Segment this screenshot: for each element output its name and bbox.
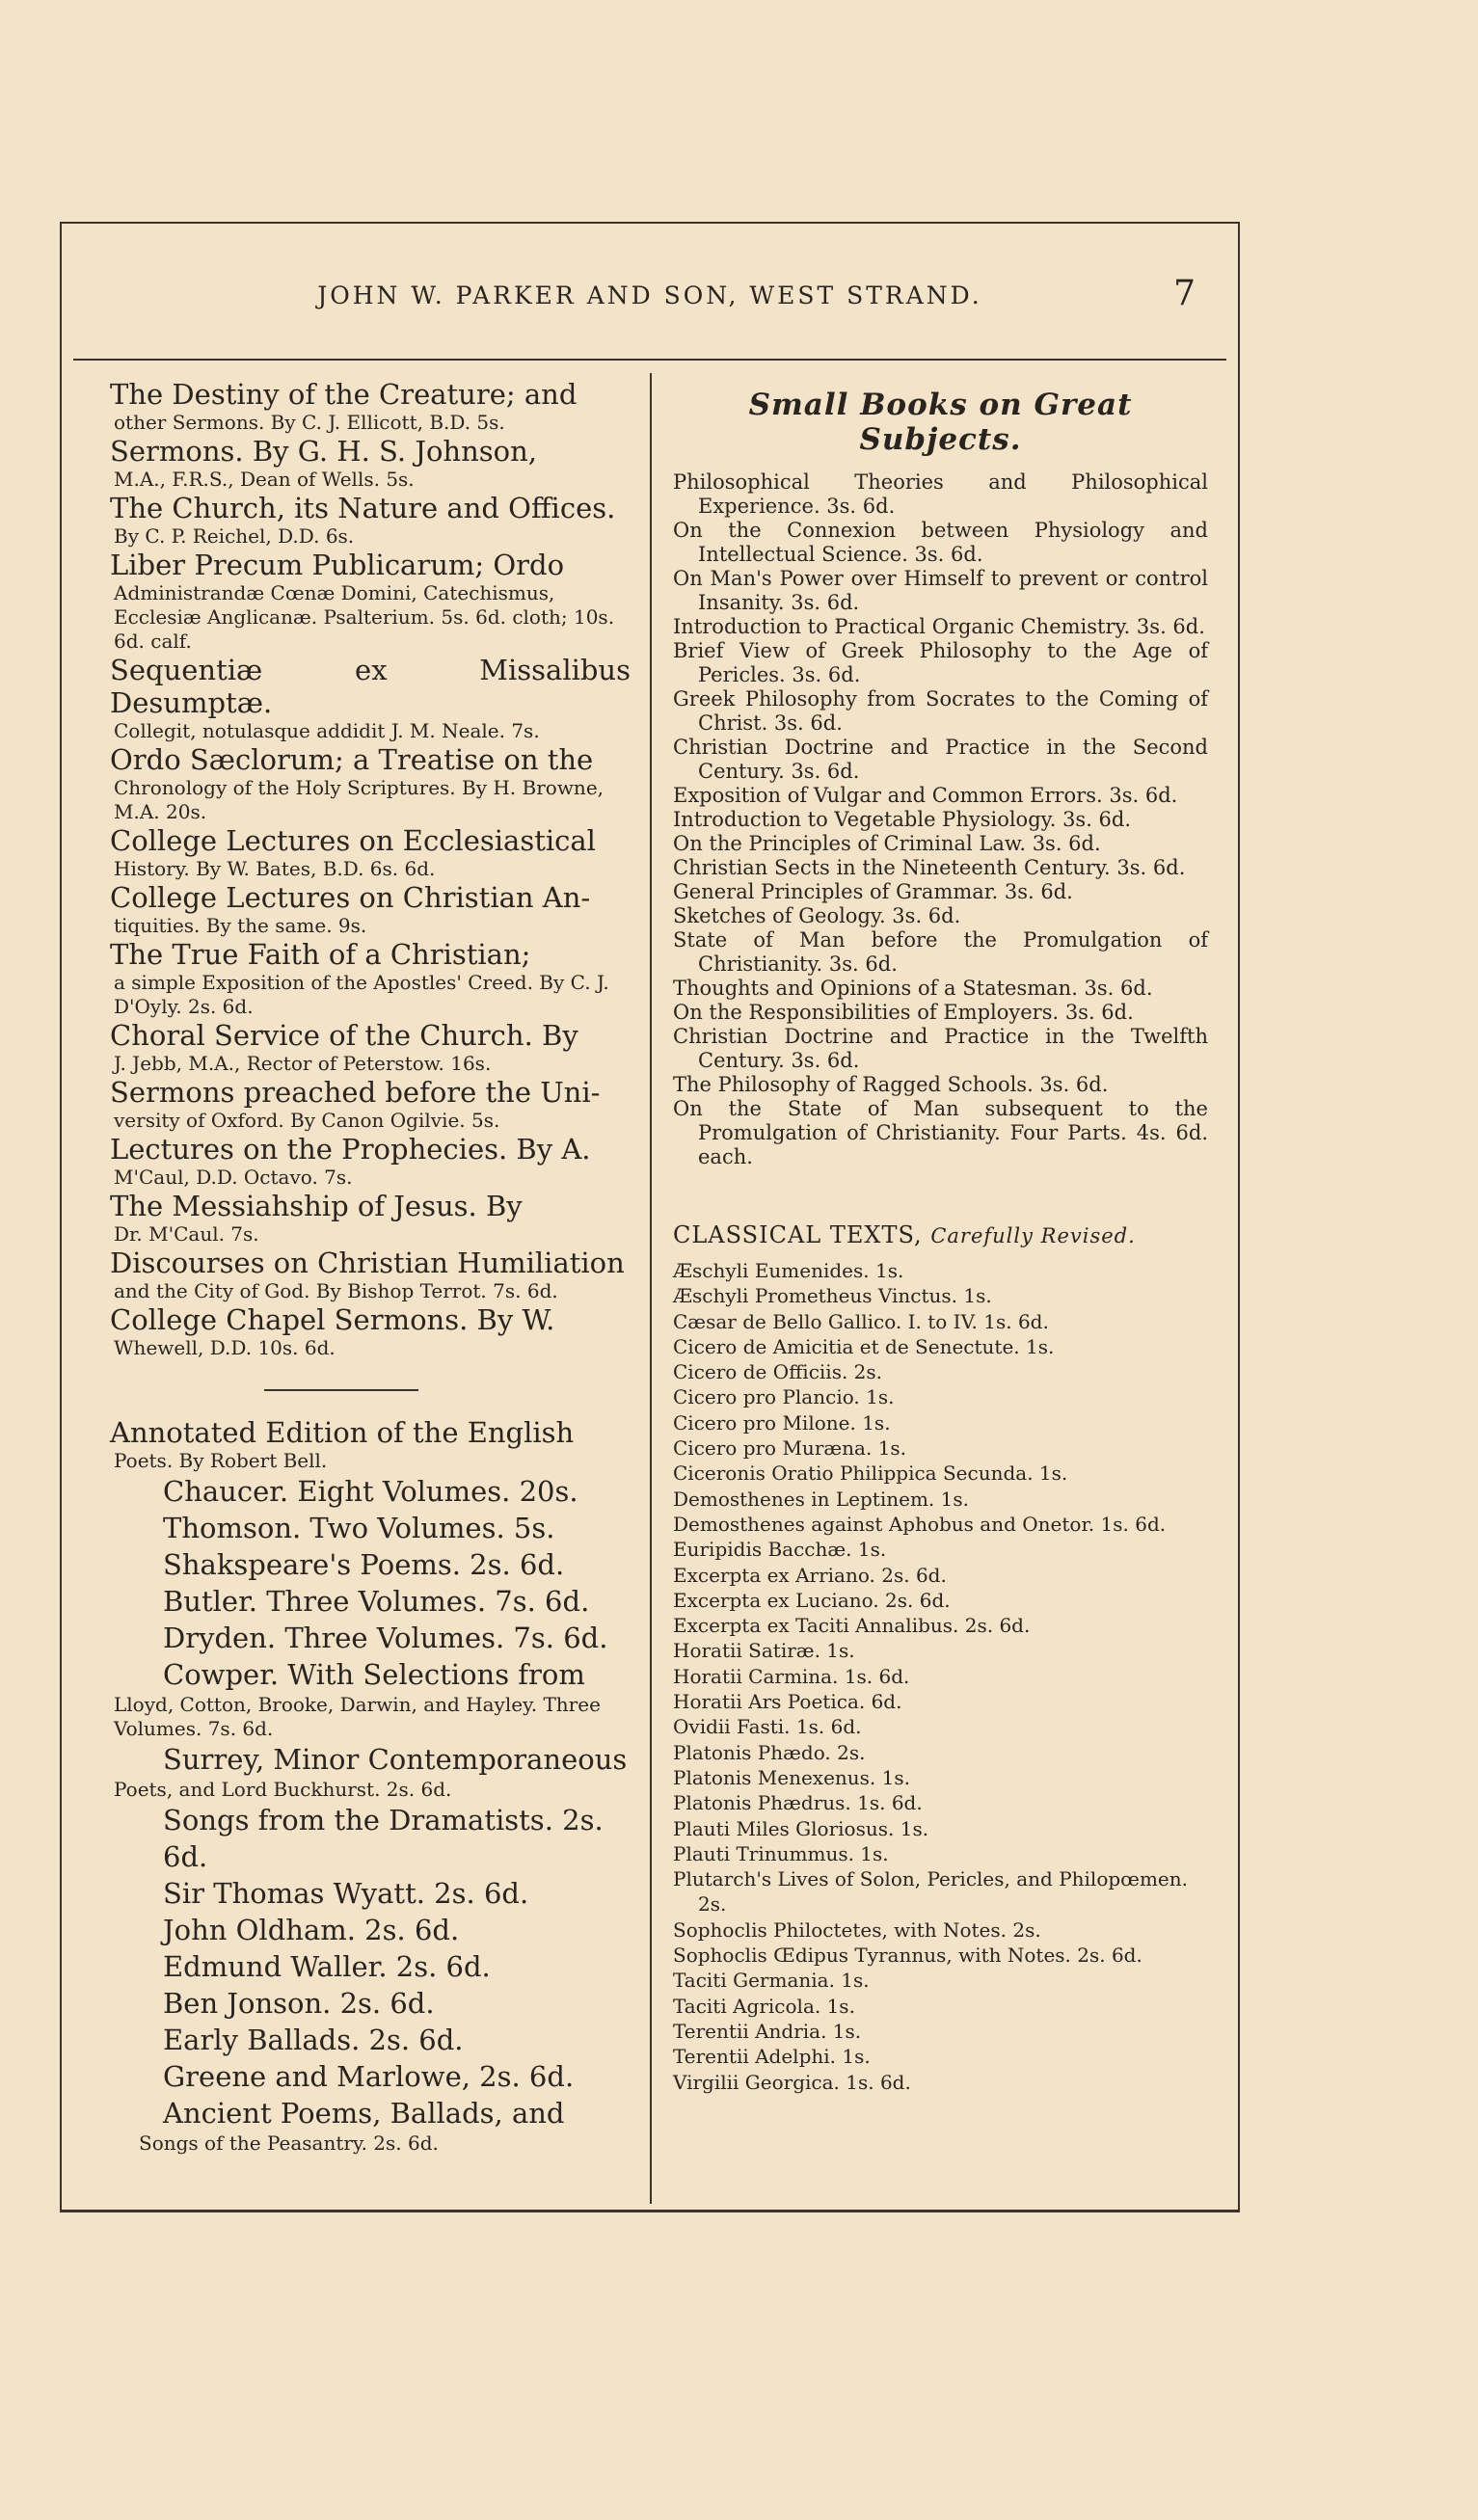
small-book-item: State of Man before the Promulgation of Christianity. 3s. 6d. — [673, 928, 1208, 976]
classical-text-item: Terentii Adelphi. 1s. — [673, 2045, 871, 2069]
volume-list — [110, 1473, 631, 1693]
entry-detail: Dr. M'Caul. 7s. — [114, 1222, 259, 1246]
poet-volume: Chaucer. Eight Volumes. 20s. — [163, 1475, 578, 1508]
catalogue-entry — [110, 1076, 631, 1133]
annotated-title: Annotated Edition of the English — [110, 1416, 575, 1449]
small-book-item: Christian Doctrine and Practice in the Twelfth Century. 3s. 6d. — [673, 1025, 1208, 1072]
entry-title: College Chapel Sermons. By W. — [110, 1303, 555, 1336]
small-book-item: General Principles of Grammar. 3s. 6d. — [673, 880, 1073, 903]
entry-title: Sermons preached before the Uni- — [110, 1076, 601, 1109]
small-book-item: Thoughts and Opinions of a Statesman. 3s. 6d. — [673, 977, 1153, 1000]
classical-text-item: Virgilii Georgica. 1s. 6d. — [673, 2070, 911, 2094]
poet-volume: Butler. Three Volumes. 7s. 6d. — [163, 1585, 590, 1618]
poet-volume: Songs from the Dramatists. 2s. 6d. — [163, 1804, 604, 1873]
ancient-detail: Songs of the Peasantry. 2s. 6d. — [139, 2131, 439, 2155]
section-rule — [264, 1389, 418, 1391]
catalogue-entry — [110, 435, 631, 492]
entry-title: College Lectures on Ecclesiastical — [110, 824, 596, 857]
catalogue-entry — [110, 1303, 631, 1360]
small-book-item: Greek Philosophy from Socrates to the Coming of Christ. 3s. 6d. — [673, 687, 1208, 735]
classical-text-item: Cicero pro Muræna. 1s. — [673, 1436, 907, 1461]
classical-text-item: Platonis Phædo. 2s. — [673, 1740, 866, 1764]
poet-volume: Early Ballads. 2s. 6d. — [163, 2024, 464, 2056]
small-book-item: Sketches of Geology. 3s. 6d. — [673, 904, 961, 927]
poet-volume: Thomson. Two Volumes. 5s. — [163, 1512, 555, 1544]
small-books-list — [673, 470, 1208, 1169]
classical-text-item: Cæsar de Bello Gallico. I. to IV. 1s. 6d. — [673, 1309, 1049, 1333]
poet-volume: Sir Thomas Wyatt. 2s. 6d. — [163, 1877, 529, 1910]
classical-text-item: Horatii Ars Poetica. 6d. — [673, 1690, 902, 1714]
classical-texts-list — [673, 1258, 1208, 2095]
entry-detail: Whewell, D.D. 10s. 6d. — [114, 1336, 336, 1359]
small-book-item: On the State of Man subsequent to the Promulgation of Christianity. Four Parts. 4s. 6d. each. — [673, 1097, 1208, 1168]
page-number: 7 — [1173, 274, 1196, 313]
small-book-item: The Philosophy of Ragged Schools. 3s. 6d. — [673, 1073, 1109, 1096]
right-column — [673, 378, 1208, 2095]
volume-list-2 — [110, 1802, 631, 2131]
classical-text-item: Excerpta ex Arriano. 2s. 6d. — [673, 1563, 947, 1587]
small-book-item: Exposition of Vulgar and Common Errors. 3s. 6d. — [673, 784, 1178, 807]
poet-volume: Ancient Poems, Ballads, and — [163, 2097, 565, 2130]
entry-detail: versity of Oxford. By Canon Ogilvie. 5s. — [114, 1109, 500, 1132]
entry-title: Sermons. By G. H. S. Johnson, — [110, 435, 538, 468]
entry-detail: and the City of God. By Bishop Terrot. 7s. 6d. — [114, 1279, 558, 1302]
column-divider — [650, 373, 652, 2204]
small-book-item: On Man's Power over Himself to prevent or control Insanity. 3s. 6d. — [673, 567, 1208, 614]
small-book-item: Introduction to Practical Organic Chemistry. 3s. 6d. — [673, 615, 1205, 638]
catalogue-entry — [110, 1247, 631, 1303]
entry-detail: a simple Exposition of the Apostles' Creed. By C. J. D'Oyly. 2s. 6d. — [114, 971, 609, 1018]
annotated-subtitle: Poets. By Robert Bell. — [114, 1449, 328, 1472]
entry-detail: M'Caul, D.D. Octavo. 7s. — [114, 1166, 353, 1189]
catalogue-entry — [110, 549, 631, 654]
classical-text-item: Æschyli Prometheus Vinctus. 1s. — [673, 1284, 992, 1308]
classical-subtitle: Carefully Revised. — [930, 1224, 1136, 1247]
entry-title: College Lectures on Christian An- — [110, 881, 591, 914]
entry-title: Ordo Sæclorum; a Treatise on the — [110, 743, 594, 776]
catalogue-entry — [110, 824, 631, 881]
catalogue-entry — [110, 1133, 631, 1190]
entry-title: Sequentiæ ex Missalibus Desumptæ. — [110, 654, 631, 719]
page-frame — [60, 222, 1240, 2212]
classical-text-item: Cicero pro Plancio. 1s. — [673, 1385, 895, 1409]
catalogue-entry — [110, 492, 631, 549]
classical-text-item: Taciti Germania. 1s. — [673, 1969, 870, 1993]
classical-title: CLASSICAL TEXTS, — [673, 1221, 923, 1248]
entry-title: The True Faith of a Christian; — [110, 938, 531, 971]
catalogue-entry — [110, 1190, 631, 1247]
classical-text-item: Taciti Agricola. 1s. — [673, 1994, 855, 2018]
entry-detail: J. Jebb, M.A., Rector of Peterstow. 16s. — [114, 1052, 492, 1075]
entry-detail: M.A., F.R.S., Dean of Wells. 5s. — [114, 468, 415, 491]
small-book-item: On the Responsibilities of Employers. 3s. 6d. — [673, 1001, 1134, 1024]
entry-detail: Collegit, notulasque addidit J. M. Neale. 7s. — [114, 719, 540, 742]
running-head — [62, 274, 1238, 320]
classical-text-item: Plauti Miles Gloriosus. 1s. — [673, 1816, 929, 1840]
classical-text-item: Plauti Trinummus. 1s. — [673, 1841, 889, 1865]
small-books-heading: Small Books on Great Subjects. — [748, 388, 1133, 457]
small-book-item: Brief View of Greek Philosophy to the Age of Pericles. 3s. 6d. — [673, 639, 1208, 686]
classical-text-item: Plutarch's Lives of Solon, Pericles, and Philopœmen. 2s. — [673, 1867, 1188, 1917]
small-book-item: Philosophical Theories and Philosophical Experience. 3s. 6d. — [673, 470, 1208, 518]
catalogue-entry — [110, 378, 631, 435]
surrey-title: Surrey, Minor Contemporaneous — [163, 1743, 628, 1776]
entry-title: The Destiny of the Creature; and — [110, 378, 578, 411]
catalogue-entry — [110, 1019, 631, 1076]
entry-title: Lectures on the Prophecies. By A. — [110, 1133, 591, 1166]
classical-text-item: Ovidii Fasti. 1s. 6d. — [673, 1715, 862, 1739]
entry-detail: Chronology of the Holy Scriptures. By H. Browne, M.A. 20s. — [114, 776, 605, 823]
small-book-item: Introduction to Vegetable Physiology. 3s. 6d. — [673, 808, 1132, 831]
classical-text-item: Ciceronis Oratio Philippica Secunda. 1s. — [673, 1461, 1068, 1486]
small-book-item: On the Connexion between Physiology and Intellectual Science. 3s. 6d. — [673, 519, 1208, 566]
left-column — [110, 378, 631, 2156]
small-book-item: Christian Sects in the Nineteenth Century. 3s. 6d. — [673, 856, 1186, 879]
classical-text-item: Demosthenes against Aphobus and Onetor. 1s. 6d. — [673, 1512, 1167, 1536]
classical-text-item: Æschyli Eumenides. 1s. — [673, 1259, 904, 1282]
catalogue-entry — [110, 938, 631, 1019]
classical-heading — [673, 1221, 1208, 1248]
entry-detail: tiquities. By the same. 9s. — [114, 914, 367, 937]
classical-text-item: Cicero de Officiis. 2s. — [673, 1360, 883, 1384]
running-title: JOHN W. PARKER AND SON, WEST STRAND. — [317, 281, 982, 309]
entry-title: The Messiahship of Jesus. By — [110, 1190, 523, 1222]
poet-volume: Cowper. With Selections from — [163, 1658, 585, 1691]
poet-volume: Ben Jonson. 2s. 6d. — [163, 1987, 435, 2020]
entry-title: Choral Service of the Church. By — [110, 1019, 578, 1052]
catalogue-entry — [110, 881, 631, 938]
poet-volume: Shakspeare's Poems. 2s. 6d. — [163, 1548, 565, 1581]
entry-title: Discourses on Christian Humiliation — [110, 1247, 625, 1279]
entry-title: Liber Precum Publicarum; Ordo — [110, 549, 565, 581]
annotated-poets — [110, 1416, 631, 2156]
classical-text-item: Platonis Menexenus. 1s. — [673, 1765, 910, 1789]
classical-text-item: Horatii Carmina. 1s. 6d. — [673, 1664, 910, 1688]
classical-text-item: Sophoclis Œdipus Tyrannus, with Notes. 2s. 6d. — [673, 1944, 1142, 1968]
header-rule — [73, 359, 1226, 361]
entry-detail: History. By W. Bates, B.D. 6s. 6d. — [114, 857, 436, 880]
classical-text-item: Euripidis Bacchæ. 1s. — [673, 1538, 887, 1562]
small-book-item: On the Principles of Criminal Law. 3s. 6d. — [673, 832, 1101, 855]
entry-detail: Administrandæ Cœnæ Domini, Catechismus, Ecclesiæ Anglicanæ. Psalterium. 5s. 6d. cloth; 10s. 6d. calf. — [114, 581, 615, 653]
classical-text-item: Demosthenes in Leptinem. 1s. — [673, 1487, 969, 1511]
classical-text-item: Horatii Satiræ. 1s. — [673, 1639, 855, 1663]
classical-text-item: Sophoclis Philoctetes, with Notes. 2s. — [673, 1917, 1041, 1942]
cowper-detail: Lloyd, Cotton, Brooke, Darwin, and Hayley. Three Volumes. 7s. 6d. — [114, 1693, 601, 1740]
entry-title: The Church, its Nature and Offices. — [110, 492, 616, 524]
catalogue-entry — [110, 743, 631, 824]
small-book-item: Christian Doctrine and Practice in the Second Century. 3s. 6d. — [673, 736, 1208, 783]
classical-text-item: Platonis Phædrus. 1s. 6d. — [673, 1791, 923, 1815]
entry-detail: other Sermons. By C. J. Ellicott, B.D. 5s. — [114, 411, 505, 434]
poet-volume: Greene and Marlowe, 2s. 6d. — [163, 2060, 575, 2093]
classical-text-item: Cicero pro Milone. 1s. — [673, 1410, 891, 1434]
classical-text-item: Cicero de Amicitia et de Senectute. 1s. — [673, 1334, 1055, 1358]
classical-text-item: Excerpta ex Luciano. 2s. 6d. — [673, 1588, 951, 1612]
catalogue-entry — [110, 654, 631, 743]
entry-detail: By C. P. Reichel, D.D. 6s. — [114, 524, 355, 548]
classical-text-item: Excerpta ex Taciti Annalibus. 2s. 6d. — [673, 1614, 1031, 1638]
poet-volume: John Oldham. 2s. 6d. — [163, 1914, 460, 1946]
classical-text-item: Terentii Andria. 1s. — [673, 2019, 862, 2043]
surrey-detail: Poets, and Lord Buckhurst. 2s. 6d. — [114, 1778, 452, 1801]
poet-volume: Edmund Waller. 2s. 6d. — [163, 1950, 491, 1983]
sermon-list — [110, 378, 631, 1360]
poet-volume: Dryden. Three Volumes. 7s. 6d. — [163, 1622, 608, 1654]
